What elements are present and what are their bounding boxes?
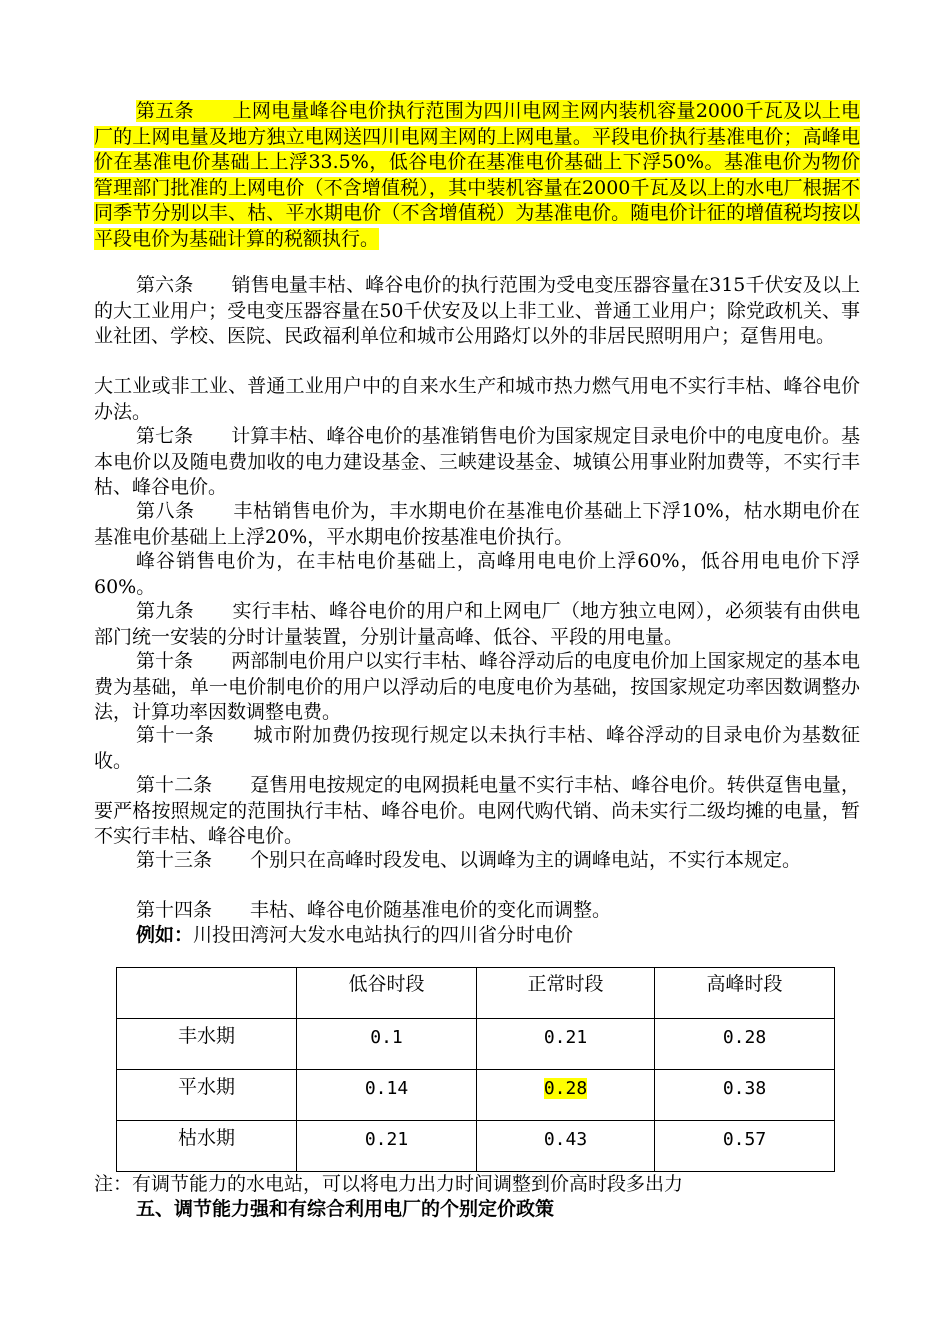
article-9-paragraph: 第九条 实行丰枯、峰谷电价的用户和上网电厂（地方独立电网），必须装有由供电部门统一安装的分时计量装置，分别计量高峰、低谷、平段的用电量。	[94, 600, 860, 648]
row-label-cell: 平水期	[117, 1070, 297, 1121]
article-6-continuation: 大工业或非工业、普通工业用户中的自来水生产和城市热力燃气用电不实行丰枯、峰谷电价办法。	[94, 375, 860, 423]
table-cell: 0.38	[655, 1070, 835, 1121]
example-text: 川投田湾河大发水电站执行的四川省分时电价	[193, 924, 574, 946]
article-12-paragraph: 第十二条 趸售用电按规定的电网损耗电量不实行丰枯、峰谷电价。转供趸售电量，要严格按照规定的范围执行丰枯、峰谷电价。电网代购代销、尚未实行二级均摊的电量，暂不实行丰枯、峰谷电价。	[94, 774, 860, 847]
table-cell: 0.28	[655, 1019, 835, 1070]
table-header-cell: 低谷时段	[297, 968, 477, 1019]
table-cell: 0.57	[655, 1121, 835, 1172]
row-label-cell: 丰水期	[117, 1019, 297, 1070]
table-header-cell: 高峰时段	[655, 968, 835, 1019]
table-header-row	[117, 968, 835, 1019]
table-cell: 0.21	[477, 1019, 655, 1070]
highlighted-value: 0.28	[543, 1078, 588, 1099]
table-cell: 0.14	[297, 1070, 477, 1121]
example-line	[94, 923, 860, 949]
table-row	[117, 1019, 835, 1070]
tou-price-table	[116, 967, 835, 1172]
table-cell: 0.1	[297, 1019, 477, 1070]
table-note: 注：有调节能力的水电站，可以将电力出力时间调整到价高时段多出力	[94, 1173, 684, 1195]
article-14-paragraph: 第十四条 丰枯、峰谷电价随基准电价的变化而调整。	[136, 899, 612, 921]
article-10-paragraph: 第十条 两部制电价用户以实行丰枯、峰谷浮动后的电度电价加上国家规定的基本电费为基础，单一电价制电价的用户以浮动后的电度电价为基础，按国家规定功率因数调整办法，计算功率因数调整电费。	[94, 650, 860, 723]
example-label: 例如：	[136, 924, 194, 946]
table-cell	[477, 1070, 655, 1121]
table-header-cell	[117, 968, 297, 1019]
table-row	[117, 1121, 835, 1172]
row-label-cell: 枯水期	[117, 1121, 297, 1172]
article-8-continuation: 峰谷销售电价为，在丰枯电价基础上，高峰用电电价上浮60%，低谷用电电价下浮60%。	[94, 550, 860, 598]
table-row	[117, 1070, 835, 1121]
table-cell: 0.21	[297, 1121, 477, 1172]
article-5-paragraph	[94, 99, 860, 252]
section-heading: 五、调节能力强和有综合利用电厂的个别定价政策	[136, 1198, 555, 1220]
article-7-paragraph: 第七条 计算丰枯、峰谷电价的基准销售电价为国家规定目录电价中的电度电价。基本电价以及随电费加收的电力建设基金、三峡建设基金、城镇公用事业附加费等，不实行丰枯、峰谷电价。	[94, 425, 860, 498]
table-header-cell: 正常时段	[477, 968, 655, 1019]
article-6-paragraph: 第六条 销售电量丰枯、峰谷电价的执行范围为受电变压器容量在315千伏安及以上的大工业用户；受电变压器容量在50千伏安及以上非工业、普通工业用户；除党政机关、事业社团、学校、医院、民政福利单位和城市公用路灯以外的非居民照明用户；趸售用电。	[94, 274, 860, 347]
article-5-text: 第五条 上网电量峰谷电价执行范围为四川电网主网内装机容量2000千瓦及以上电厂的上网电量及地方独立电网送四川电网主网的上网电量。平段电价执行基准电价；高峰电价在基准电价基础上上浮33.5%，低谷电价在基准电价基础上下浮50%。基准电价为物价管理部门批准的上网电价（不含增值税），其中装机容量在2000千瓦及以上的水电厂根据不同季节分别以丰、枯、平水期电价（不含增值税）为基准电价。随电价计征的增值税均按以平段电价为基础计算的税额执行。	[94, 100, 860, 250]
article-8-paragraph: 第八条 丰枯销售电价为，丰水期电价在基准电价基础上下浮10%，枯水期电价在基准电价基础上上浮20%，平水期电价按基准电价执行。	[94, 500, 860, 548]
article-11-paragraph: 第十一条 城市附加费仍按现行规定以未执行丰枯、峰谷浮动的目录电价为基数征收。	[94, 724, 860, 772]
table-cell: 0.43	[477, 1121, 655, 1172]
article-13-paragraph: 第十三条 个别只在高峰时段发电、以调峰为主的调峰电站，不实行本规定。	[136, 849, 802, 871]
